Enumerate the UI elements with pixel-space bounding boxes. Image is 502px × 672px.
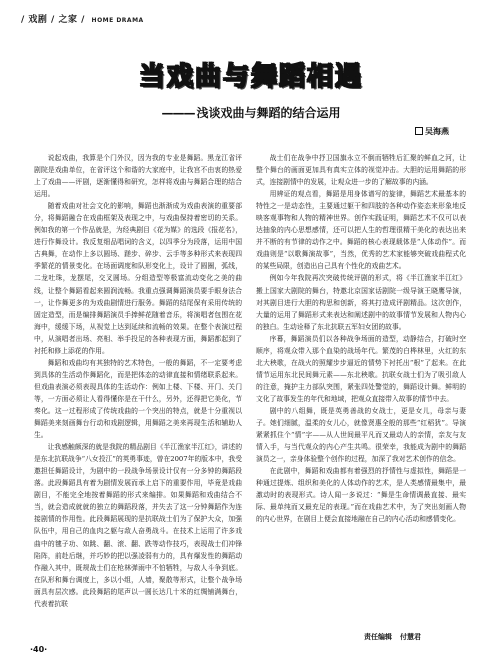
- paragraph: 序幕，舞蹈演员们以各种战争场面的造型，动静结合，打破时空顺序，将观众带入那个血染的战场年代。繁茂的白桦林里，火红的东北大秧歌，在战火的照耀步步逼近的情势下衬托出“根”了起来。在此情节运用东北民间舞元素——东北秧歌。抗联女战士们为了吸引敌人的注意，掩护主力部队突围，紧张四处警觉的，舞蹈设计舞。鲜明的文化了故事发生的年代和地域，把观众直接带入故事的情节中去。: [256, 334, 466, 403]
- editor-label: 责任编辑: [364, 633, 392, 641]
- section-label: / 戏剧 / 之家 /: [21, 15, 85, 25]
- subtitle-dash: ———: [161, 106, 195, 120]
- paragraph: 在此剧中，舞蹈和戏曲都有着强烈的抒情性与虚拟性，舞蹈是一种通过提炼、组织和美化的人体动作的艺术，是人类感情最集中，最激动时的表现形式。诗人闻一多说过：“舞是生命情调最直接、最实际、最单纯而又最充足的表现。”而在戏曲艺术中，为了突出刻画人物的内心世界，在剧目上便会直接地融在自己的内心活动和感情变化。: [256, 467, 466, 524]
- page-number: ·40·: [30, 645, 48, 654]
- paragraph: 说起戏曲，我算是个门外汉，因为我的专业是舞蹈。黑龙江省评剧院是戏曲单位，在省评这个和谐的大家庭中，让我宫不由衷的热爱上了戏曲——评剧，逐渐懂得和研究，怎样将戏曲与舞蹈合理的结合运用。: [34, 154, 242, 199]
- paragraph: 剧中的八组舞，既是英勇善战的女战士，更是女儿，母亲与妻子。她们细腻，温柔的女儿心，就像贤惠全般的那些“红稻犹”。导演紧紧抓住个“情”字——从人世间最平凡而又最动人的亲情，亲友与友情入手，与当代观众的内心产生共鸣。很荣幸，我能成为剧中的舞蹈演员之一，亲身体验整个创作的过程，加深了我对艺术创作的信念。: [256, 406, 466, 464]
- article-title: 当戏曲与舞蹈相遇: [138, 62, 363, 92]
- paragraph: 舞蹈和戏曲均有其独特的艺术特色，一般的舞蹈，不一定要考虑到具体的生活动作舞蹈化，而是把体态的动律直接和情绪联系起来。但戏曲表演必须表现具体的生活动作：例如上楼、下楼、开门、关门等，一方面必须让人看得懂你是在干什么，另外，还得把它美化，节奏化。这一过程形成了传统戏曲的一个突出的特点，就是十分重视以舞蹈美来刻画舞台行动和戏剧逻辑，用舞蹈之美来再现生活和辅助人生。: [34, 358, 242, 440]
- subtitle-text: 浅谈戏曲与舞蹈的结合运用: [196, 106, 341, 120]
- paragraph: 用辨证的观点看，舞蹈是用身体谱写的旋律，舞蹈艺术最基本的特性之一是动态性，主要通过躯干和四肢的各种动作姿态来形象地反映客观事物和人物的精神世界。创作实践证明，舞蹈艺术不仅可以表达抽象的内心思想感情，还可以把人生的哲理很精干美化的表达出来并不断的有节律的动作之中。舞蹈的核心表现载体是“人体动作”。而戏曲则是“以歌舞演故事”，当然，优秀的艺术家能够突破戏曲程式化的某些局限，创造出自己具有个性化的戏曲艺术。: [256, 190, 466, 271]
- article-subtitle: [0, 104, 502, 121]
- editor-signature: [364, 632, 421, 642]
- paragraph: 让我感触颇深的就是我院的精品剧目《半江渔家半江红》，讲述的是东北抗联战争“八女投江”的英勇事迹，曾在2007年的版本中，我受邀担任舞蹈设计，为剧中的一段战争场景设计仅有一分多钟的舞蹈段落。此段舞蹈具有着为剧情发展而承上启下的重要作用，毕竟是戏曲剧目，不能完全地按着舞蹈的形式来编排。如果舞蹈和戏曲结合不当，就会造成就就的独立的舞蹈段落，并失去了这一分钟舞蹈作为连接剧情的作用性。此段舞蹈展现的是抗联战士们为了保护大众，加强队伍中，用自己的血肉之躯与敌人奋勇战斗。在技术上运用了许多戏曲中的毽子功、如跳、翻、滚、翻、跌等动作技巧，表现战士们冲锋陷阵，前赴后继，并巧妙的把以强凌弱有力的，具有爆发性的舞蹈动作融入其中，既规战士们在枪林弹雨中不怕牺牲，与敌人斗争到底。在队形和舞台调度上，多以小组，人墙，聚散等形式，让整个战争场面具有层次感。此段舞蹈的尾声以一圆长达几十米的红绸铺满舞台，代表着抗联: [34, 443, 242, 608]
- section-label-en: HOME DRAMA: [91, 17, 144, 24]
- section-header: [21, 12, 144, 25]
- author-byline: [415, 126, 449, 137]
- left-column: [34, 152, 242, 610]
- paragraph: 例如今年我院再次突破传统评剧的形式，将《半江渔家半江红》搬上国家大剧院的舞台，特邀北京国家话剧院一级导演王晓鹰导演，对其剧目进行大胆的构思和创新，将其打造成评剧精品。这次创作，大量的运用了舞蹈形式来表达和阐述剧中的故事情节发展和人物内心的独白。生动诠释了东北抗联五军妇女团的故事。: [256, 274, 466, 331]
- square-icon: [415, 127, 423, 135]
- author-name: 吴海燕: [425, 127, 449, 136]
- right-column: [256, 152, 466, 525]
- paragraph: 战士们在战争中抒卫国旗永立不倒而牺牲后汇聚的鲜血之河，让整个舞台的画面更加具有真实立体的视觉冲击。大胆的运用舞蹈的形式，连接剧情中的发展，让观众进一步的了解故事的内涵。: [256, 154, 466, 187]
- editor-name: 付慧君: [400, 633, 421, 641]
- paragraph: 随着戏曲对社会文化的影响，舞蹈也渐渐成为戏曲表演的重要部分，将舞蹈融合在戏曲框架及表现之中，与戏曲保持着密切的关系。例如我的第一个作品就是，为经典剧目《花为媒》的选段《报花名》，进行作舞设计。我反复细品唱词的含义，以四季分为段落，运用中国古典舞，在动作上多以圆场、蹉步、碎步、云手等多种形式来表现四季繁花的情景变化。在场面调度和队形变化上，设计了圆圈，弧线，二龙吐珠，龙摆尾，交叉圆场。分组造型等极富流动变化之美的曲线，让整个舞蹈看起来圆润流畅。我重点强调舞蹈演员要手眼身法合一，让作舞更多的为戏曲剧情进行服务。舞蹈的结尾保有采用传统的固定造型，而是编排舞蹈演员手捧鲜花随着音乐，将演唱者包围在花海中，缓缓下场，从视觉上达到延续和流畅的效果。在整个表演过程中，从演唱者出场、亮相、举手投足的各种表现方面，舞蹈都起到了衬托和修上添花的作用。: [34, 202, 242, 355]
